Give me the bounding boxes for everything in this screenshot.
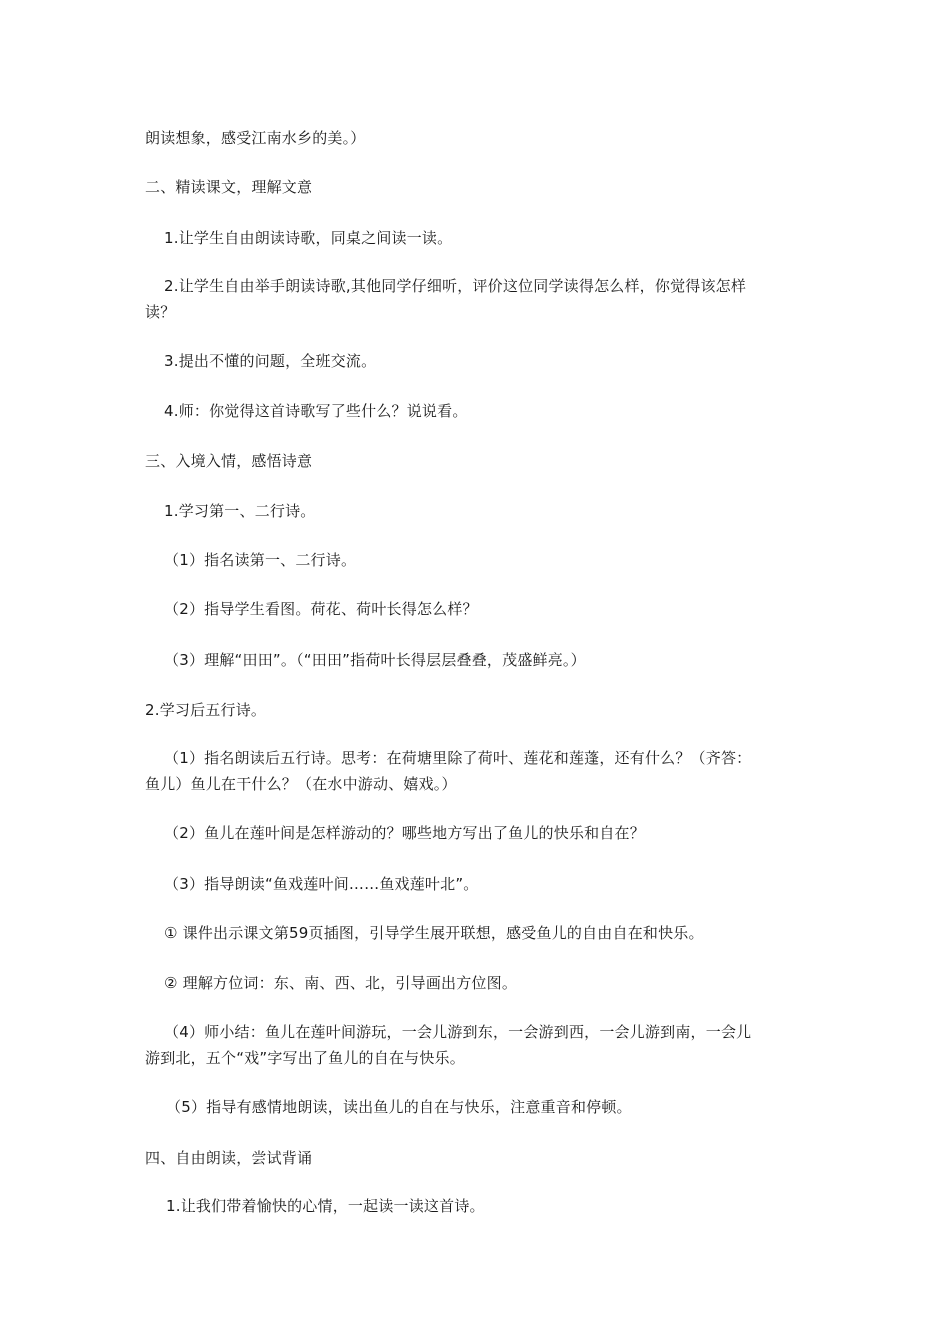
text-line: 鱼儿）鱼儿在干什么？（在水中游动、嬉戏。） bbox=[145, 775, 457, 793]
text-line: （2）指导学生看图。荷花、荷叶长得怎么样？ bbox=[164, 600, 478, 618]
text-line: ① 课件出示课文第59页插图，引导学生展开联想，感受鱼儿的自由自在和快乐。 bbox=[164, 924, 704, 942]
text-line: 游到北，五个“戏”字写出了鱼儿的自在与快乐。 bbox=[145, 1049, 465, 1067]
text-line: 朗读想象，感受江南水乡的美。） bbox=[145, 129, 366, 147]
text-line: 3.提出不懂的问题，全班交流。 bbox=[164, 352, 377, 370]
text-line: （5）指导有感情地朗读，读出鱼儿的自在与快乐，注意重音和停顿。 bbox=[166, 1098, 632, 1116]
text-line: （1）指名朗读后五行诗。思考：在荷塘里除了荷叶、莲花和莲蓬，还有什么？（齐答： bbox=[164, 749, 752, 767]
text-line: （1）指名读第一、二行诗。 bbox=[164, 551, 357, 569]
text-line: （2）鱼儿在莲叶间是怎样游动的？哪些地方写出了鱼儿的快乐和自在？ bbox=[164, 824, 645, 842]
text-line: （4）师小结：鱼儿在莲叶间游玩，一会儿游到东，一会游到西，一会儿游到南，一会儿 bbox=[164, 1023, 752, 1041]
section-heading: 二、精读课文，理解文意 bbox=[145, 178, 313, 196]
text-line: 1.让我们带着愉快的心情，一起读一读这首诗。 bbox=[166, 1197, 485, 1215]
text-line: 1.让学生自由朗读诗歌，同桌之间读一读。 bbox=[164, 229, 453, 247]
text-line: 2.学习后五行诗。 bbox=[145, 701, 267, 719]
section-heading: 三、入境入情，感悟诗意 bbox=[145, 452, 313, 470]
text-line: 1.学习第一、二行诗。 bbox=[164, 502, 316, 520]
text-line: （3）理解“田田”。（“田田”指荷叶长得层层叠叠，茂盛鲜亮。） bbox=[164, 651, 586, 669]
text-line: ② 理解方位词：东、南、西、北，引导画出方位图。 bbox=[164, 974, 518, 992]
section-heading: 四、自由朗读，尝试背诵 bbox=[145, 1149, 313, 1167]
text-line: （3）指导朗读“鱼戏莲叶间……鱼戏莲叶北”。 bbox=[164, 875, 479, 893]
text-line: 2.让学生自由举手朗读诗歌,其他同学仔细听，评价这位同学读得怎么样，你觉得该怎样 bbox=[164, 277, 747, 295]
text-line: 读？ bbox=[145, 303, 176, 321]
text-line: 4.师：你觉得这首诗歌写了些什么？说说看。 bbox=[164, 402, 468, 420]
